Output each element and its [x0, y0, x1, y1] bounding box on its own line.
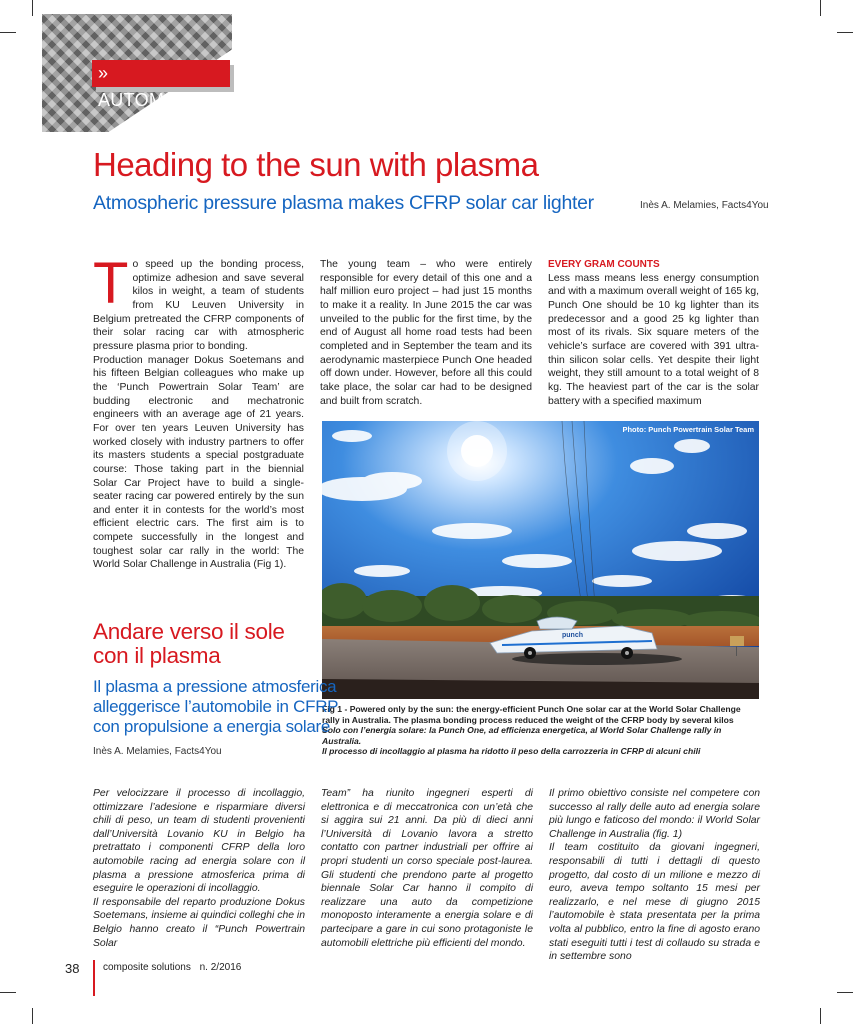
magazine-name: composite solutions	[103, 962, 191, 973]
it-col3-paragraph-2: Il team costituito da giovani ingegneri, responsabili di tutti i dettagli di questo progetto, dal costo di un milione e mezzo di euro, aveva tempo soltanto 15 mesi per realizzarlo, e nel mese di giugno 2015 l’automobile è stata presentata per la prima volta al pubblico, entro la fine di agosto erano stati eseguiti tutti i test di collaudo su strada e in settembre sono	[549, 842, 760, 963]
footer-magazine	[103, 962, 241, 973]
author-byline: Inès A. Melamies, Facts4You	[640, 200, 769, 211]
crop-mark	[0, 992, 16, 993]
italian-column-3	[549, 787, 760, 964]
col1-paragraph-1: o speed up the bonding process, optimize adhesion and save several kilos in weight, a team of students from KU Leuven University in Belgium pretreated the CFRP components of their solar racing car with atmospheric pressure plasma prior to bonding.	[93, 259, 304, 352]
issue-number: n. 2/2016	[199, 962, 242, 973]
caption-italian-1: Solo con l’energia solare: la Punch One, ad efficienza energetica, al World Solar Challenge rally in Australia.	[322, 725, 722, 746]
figure-caption	[322, 704, 759, 757]
footer-rule	[93, 960, 95, 996]
italian-sub-line-2: alleggerisce l’automobile in CFRP	[93, 697, 339, 716]
crop-mark	[820, 1008, 821, 1024]
italian-heading-line-2: con il plasma	[93, 643, 221, 668]
it-col3-paragraph-1: Il primo obiettivo consiste nel competere con successo al rally delle auto ad energia solare più lungo e faticoso del mondo: il World Solar Challenge in Australia (fig. 1)	[549, 788, 760, 840]
crop-mark	[0, 32, 16, 33]
solar-car-photo	[322, 421, 759, 699]
section-heading: EVERY GRAM COUNTS	[548, 259, 660, 270]
page-number: 38	[65, 961, 80, 976]
crop-mark	[837, 32, 853, 33]
drop-cap: T	[93, 251, 129, 316]
crop-mark	[32, 0, 33, 16]
photo-credit: Photo: Punch Powertrain Solar Team	[622, 425, 754, 434]
col1-paragraph-2: Production manager Dokus Soetemans and his fifteen Belgian colleagues who make up the ‘Punch Powertrain Solar Team’ are budding electronic and mechatronic engineers with an average age of 21 years. For over ten years Leuven University has worked closely with industry partners to offer its masters students a special postgraduate course: Those taking part in the biennial Solar Car Project have to build a single-seater racing car powered entirely by the sun and enter it in contests for the world’s most efficient electric cars. The first aim is to compete successfully in the longest and toughest solar car rally in the world: The World Solar Challenge in Australia (Fig 1).	[93, 354, 304, 571]
it-col1-paragraph-1: Per velocizzare il processo di incollaggio, ottimizzare l’adesione e risparmiare diversi chili di peso, un team di studenti provenienti dall’Università Lovanio KU in Belgio ha pretrattato i componenti CFRP della loro automobile racing ad energia solare con il plasma a pressione atmosferica prima di eseguire le operazioni di incollaggio.	[93, 788, 305, 895]
italian-column-2	[321, 787, 533, 950]
italian-column-1	[93, 787, 305, 950]
crop-mark	[837, 992, 853, 993]
article-title: Heading to the sun with plasma	[93, 146, 539, 183]
crop-mark	[32, 1008, 33, 1024]
section-tag: » AUTOMOTIVE	[92, 60, 230, 87]
car-logo: punch	[562, 632, 583, 639]
photo-illustration	[322, 421, 759, 699]
it-col2-paragraph-1: Team” ha riunito ingegneri esperti di elettronica e di meccatronica con un’età che si aggira sui 21 anni. Da più di dieci anni l’Università di Lovanio lavora a stretto contatto con partner industriali per offrire ai propri studenti un corso speciale post-laurea. Gli studenti che prendono parte al progetto biennale Solar Car hanno il compito di realizzare una auto da competizione monoposto interamente a energia solare e di partecipare a gare in cui sono protagoniste le automobili elettriche più efficienti del mondo.	[321, 788, 533, 949]
column-1	[93, 251, 304, 572]
italian-author-byline: Inès A. Melamies, Facts4You	[93, 746, 222, 757]
italian-sub-line-1: Il plasma a pressione atmosferica	[93, 677, 337, 696]
caption-italian-2: Il processo di incollaggio al plasma ha ridotto il peso della carrozzeria in CFRP di alcuni chili	[322, 746, 701, 757]
it-col1-paragraph-2: Il responsabile del reparto produzione Dokus Soetemans, insieme ai quindici colleghi che in Belgio hanno creato il “Punch Powertrain Solar	[93, 896, 305, 949]
crop-mark	[820, 0, 821, 16]
italian-subheading	[93, 677, 338, 737]
col2-paragraph-1: The young team – who were entirely responsible for every detail of this one and a half million euro project – had just 15 months to make it a reality. In June 2015 the car was unveiled to the public for the first time, by the end of August all home road tests had been completed and in September the team and its aerodynamic masterpiece Punch One headed off down under. However, before all this could take place, the solar car had to be designed and built from scratch.	[320, 259, 532, 407]
italian-heading-line-1: Andare verso il sole	[93, 619, 285, 644]
article-subtitle: Atmospheric pressure plasma makes CFRP solar car lighter	[93, 192, 594, 214]
column-3	[548, 258, 759, 408]
caption-english: Fig 1 - Powered only by the sun: the energy-efficient Punch One solar car at the World Solar Challenge rally in Australia. The plasma bonding process reduced the weight of the CFRP body by several kilos	[322, 704, 741, 725]
italian-heading	[93, 620, 285, 668]
column-2	[320, 258, 532, 408]
col3-paragraph-1: Less mass means less energy consumption and with a maximum overall weight of 165 kg, Punch One should be 10 kg lighter than its predecessor and a good 25 kg lighter than most of its rivals. Six square meters of the vehicle’s surface are covered with 391 ultra-thin silicon solar cells. Yet despite their light weight, they still amount to a total weight of 8 kg. The heaviest part of the car is the solar battery with a specified maximum	[548, 272, 759, 407]
italian-sub-line-3: con propulsione a energia solare	[93, 717, 331, 736]
